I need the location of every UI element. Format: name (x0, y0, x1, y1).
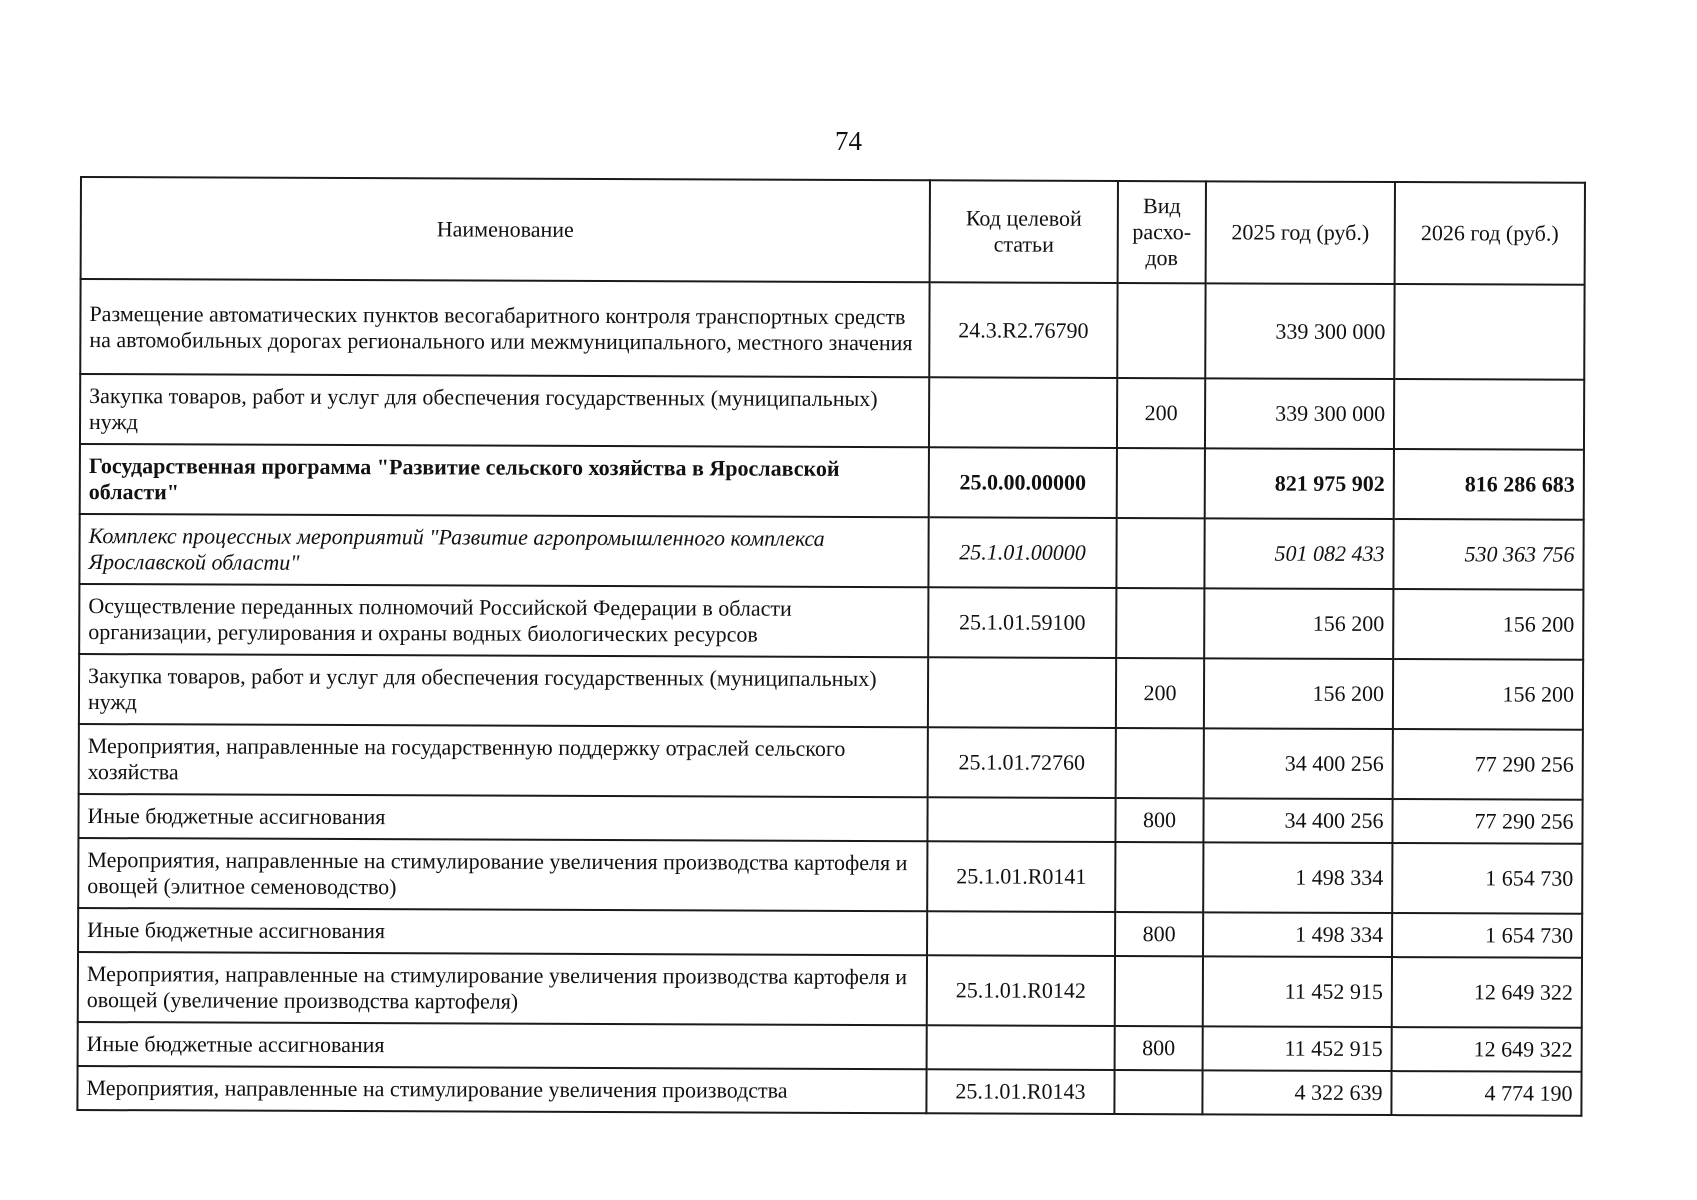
table-row (78, 838, 1582, 914)
row-2026 (1394, 379, 1584, 450)
row-name: Закупка товаров, работ и услуг для обеспечения государственных (муниципальных) нужд (80, 374, 929, 447)
row-name: Комплекс процессных мероприятий "Развитие агропромышленного комплекса Ярославской области" (79, 514, 928, 587)
table-row (78, 1022, 1582, 1072)
row-code (927, 1025, 1115, 1070)
page-number: 74 (835, 126, 862, 156)
table-row (79, 584, 1583, 660)
row-name: Осуществление переданных полномочий Российской Федерации в области организации, регулирования и охраны водных биологических ресурсов (79, 584, 928, 657)
row-name: Мероприятия, направленные на стимулирование увеличения производства картофеля и овощей (элитное семеноводство) (78, 838, 927, 911)
row-name: Мероприятия, направленные на стимулирование увеличения производства картофеля и овощей (увеличение производства картофеля) (78, 952, 927, 1025)
row-2025: 156 200 (1204, 588, 1393, 659)
table-header-row (81, 177, 1585, 285)
row-code (927, 797, 1115, 842)
row-code: 25.1.01.R0143 (926, 1069, 1114, 1114)
table-row (79, 514, 1583, 590)
table-row (78, 794, 1582, 844)
row-name: Иные бюджетные ассигнования (78, 1022, 927, 1069)
row-2025: 156 200 (1204, 658, 1393, 729)
row-code: 25.1.01.00000 (928, 517, 1116, 588)
row-2026: 12 649 322 (1392, 957, 1582, 1028)
row-2025: 4 322 639 (1202, 1070, 1391, 1115)
row-2025: 1 498 334 (1203, 912, 1392, 957)
row-code: 25.0.00.00000 (929, 447, 1117, 518)
row-2026: 156 200 (1393, 659, 1583, 730)
table-row (78, 952, 1582, 1028)
row-2026: 77 290 256 (1392, 799, 1582, 844)
row-code: 25.1.01.R0141 (927, 841, 1115, 912)
row-vid (1114, 1070, 1202, 1114)
row-code (928, 657, 1116, 728)
table-row (78, 908, 1582, 958)
row-code: 25.1.01.R0142 (927, 955, 1115, 1026)
header-2025: 2025 год (руб.) (1206, 181, 1395, 284)
row-vid: 800 (1115, 912, 1203, 956)
row-2026: 4 774 190 (1391, 1071, 1581, 1116)
row-2025: 339 300 000 (1205, 378, 1394, 449)
row-2025: 11 452 915 (1203, 956, 1392, 1027)
row-2026: 816 286 683 (1394, 449, 1584, 520)
row-2026: 156 200 (1393, 589, 1583, 660)
row-vid (1117, 283, 1205, 378)
row-vid (1115, 842, 1203, 912)
row-name: Иные бюджетные ассигнования (78, 794, 927, 841)
row-2025: 821 975 902 (1205, 448, 1394, 519)
row-2026: 1 654 730 (1392, 843, 1582, 914)
row-2025: 1 498 334 (1203, 842, 1392, 913)
row-vid: 200 (1117, 378, 1205, 448)
row-name: Закупка товаров, работ и услуг для обеспечения государственных (муниципальных) нужд (79, 654, 928, 727)
row-vid (1116, 588, 1204, 658)
row-vid: 800 (1115, 798, 1203, 842)
header-code: Код целевой статьи (930, 180, 1118, 283)
row-vid (1117, 448, 1205, 518)
row-name: Размещение автоматических пунктов весогабаритного контроля транспортных средств на автомобильных дорогах регионального или межмуниципального, местного значения (80, 279, 929, 377)
table-row (80, 279, 1584, 380)
row-name: Мероприятия, направленные на государственную поддержку отраслей сельского хозяйства (79, 724, 928, 797)
row-code: 24.3.R2.76790 (929, 282, 1117, 378)
header-name: Наименование (81, 177, 930, 282)
row-2025: 339 300 000 (1205, 283, 1394, 379)
row-vid (1116, 518, 1204, 588)
row-code: 25.1.01.72760 (928, 727, 1116, 798)
row-name: Мероприятия, направленные на стимулирование увеличения производства (77, 1066, 926, 1113)
budget-table (76, 176, 1586, 1117)
row-code: 25.1.01.59100 (928, 587, 1116, 658)
row-name: Государственная программа "Развитие сельского хозяйства в Ярославской области" (80, 444, 929, 517)
row-2026: 1 654 730 (1392, 913, 1582, 958)
table-row (79, 654, 1583, 730)
table-row (80, 374, 1584, 450)
row-code (929, 377, 1117, 448)
row-vid (1116, 728, 1204, 798)
row-name: Иные бюджетные ассигнования (78, 908, 927, 955)
table-row (79, 724, 1583, 800)
table-row (80, 444, 1584, 520)
row-2026 (1394, 284, 1584, 380)
header-2026: 2026 год (руб.) (1395, 182, 1585, 285)
row-vid: 200 (1116, 658, 1204, 728)
table-row (77, 1066, 1581, 1116)
row-2025: 11 452 915 (1203, 1026, 1392, 1071)
row-2026: 12 649 322 (1392, 1027, 1582, 1072)
row-2026: 530 363 756 (1393, 519, 1583, 590)
row-vid (1115, 956, 1203, 1026)
row-2026: 77 290 256 (1393, 729, 1583, 800)
row-code (927, 911, 1115, 956)
row-2025: 34 400 256 (1203, 798, 1392, 843)
row-2025: 501 082 433 (1204, 518, 1393, 589)
header-vid: Вид расхо-дов (1118, 181, 1206, 283)
row-vid: 800 (1115, 1026, 1203, 1070)
row-2025: 34 400 256 (1204, 728, 1393, 799)
